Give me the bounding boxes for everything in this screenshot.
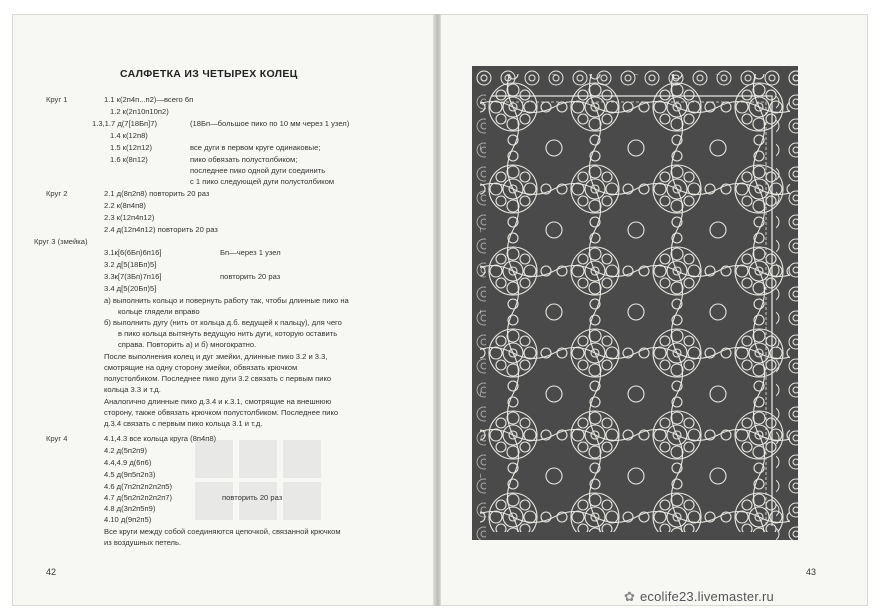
instruction-line: Аналогично длинные пико д.3.4 и к.3.1, смотрящие на внешнюю bbox=[104, 397, 332, 406]
pattern-line: 2.3 к(12п4п12) bbox=[104, 213, 155, 222]
instruction-line: После выполнения колец и дуг змейки, длинные пико 3.2 и 3.3, bbox=[104, 352, 328, 361]
pattern-line: 3.4 д[5(20Бп)5] bbox=[104, 284, 157, 293]
pattern-note: все дуги в первом круге одинаковые; bbox=[190, 143, 321, 152]
closing-line: Все круги между собой соединяются цепочкой, связанной крючком bbox=[104, 527, 341, 536]
instruction-line: смотрящие на одну сторону змейки, обвязать крючком bbox=[104, 363, 298, 372]
pattern-line: 1.1 к(2п4п...п2)—всего 6п bbox=[104, 95, 194, 104]
pattern-line: 3.1к[6(6Бп)6п16] bbox=[104, 248, 162, 257]
pattern-line: 1.2 к(2п10п10п2) bbox=[110, 107, 169, 116]
pattern-line: 4.8 д(3п2п5п9) bbox=[104, 504, 156, 513]
pattern-note: с 1 пико следующей дуги полустолбиком bbox=[190, 177, 335, 186]
round-label: Круг 2 bbox=[46, 189, 68, 198]
closing-line: из воздушных петель. bbox=[104, 538, 182, 547]
flower-icon: ✿ bbox=[624, 589, 635, 604]
pattern-line: 4.7 д(5п2п2п2п2п7) bbox=[104, 493, 173, 502]
page-title: САЛФЕТКА ИЗ ЧЕТЫРЕХ КОЛЕЦ bbox=[120, 68, 298, 80]
pattern-note: повторить 20 раз bbox=[220, 272, 281, 281]
pattern-line: 1.3,1.7 д(7[18Бп]7) bbox=[92, 119, 158, 128]
pattern-line: 1.4 к(12п8) bbox=[110, 131, 148, 140]
instruction-line: полустолбиком. Последнее пико дуги 3.2 связать с первым пико bbox=[104, 374, 332, 383]
pattern-line: 4.5 д(9п5п2п3) bbox=[104, 470, 156, 479]
pattern-line: 4.1,4.3 все кольца круга (8п4п8) bbox=[104, 434, 217, 443]
pattern-note: последнее пико одной дуги соединить bbox=[190, 166, 326, 175]
pattern-note: (18Бп—большое пико по 10 мм через 1 узел) bbox=[190, 119, 350, 128]
pattern-note: пико обвязать полустолбиком; bbox=[190, 155, 298, 164]
round-label: Круг 4 bbox=[46, 434, 68, 443]
pattern-line: 1.5 к(12п12) bbox=[110, 143, 153, 152]
pattern-line: 4.4,4.9 д(6п6) bbox=[104, 458, 152, 467]
pattern-line: 2.4 д(12п4п12) повторить 20 раз bbox=[104, 225, 218, 234]
pattern-line: 2.1 д(8п2п8) повторить 20 раз bbox=[104, 189, 210, 198]
pattern-line: 4.2 д(5п2п9) bbox=[104, 446, 148, 455]
instruction-line: кольца 3.3 и т.д. bbox=[104, 385, 161, 394]
page-number-left: 42 bbox=[46, 567, 57, 577]
lace-pattern-image bbox=[472, 66, 798, 540]
instruction-line: в пико кольца вытянуть ведущую нить дуги, которую оставить bbox=[118, 329, 338, 338]
pattern-line: 3.3к[7(3Бп)7п16] bbox=[104, 272, 162, 281]
instruction-line: сторону, также обвязать крючком полустолбиком. Последнее пико bbox=[104, 408, 339, 417]
page-number-right: 43 bbox=[806, 567, 817, 577]
pattern-note: повторить 20 раз bbox=[222, 493, 283, 502]
watermark-text: ecolife23.livemaster.ru bbox=[640, 589, 774, 604]
pattern-line: 1.6 к(8п12) bbox=[110, 155, 148, 164]
instruction-line: д.3.4 связать с первым пико кольца 3.1 и т.д. bbox=[104, 419, 263, 428]
round-label: Круг 1 bbox=[46, 95, 68, 104]
instruction-line: кольце глядели вправо bbox=[118, 307, 200, 316]
ghost-thumbnails bbox=[195, 440, 325, 520]
round-label: Круг 3 (змейка) bbox=[34, 237, 88, 246]
pattern-line: 4.10 д(9п2п5) bbox=[104, 515, 152, 524]
pattern-line: 3.2 д[5(18Бп)5] bbox=[104, 260, 157, 269]
instruction-line: справа. Повторить а) и б) многократно. bbox=[118, 340, 257, 349]
pattern-line: 4.6 д(7п2п2п2п2п5) bbox=[104, 482, 173, 491]
instruction-line: б) выполнить дугу (нить от кольца д.б. ведущей к пальцу), для чего bbox=[104, 318, 342, 327]
pattern-line: 2.2 к(8п4п8) bbox=[104, 201, 146, 210]
lace-photo bbox=[472, 66, 798, 540]
pattern-note: Бп—через 1 узел bbox=[220, 248, 281, 257]
instruction-line: а) выполнить кольцо и повернуть работу так, чтобы длинные пико на bbox=[104, 296, 349, 305]
